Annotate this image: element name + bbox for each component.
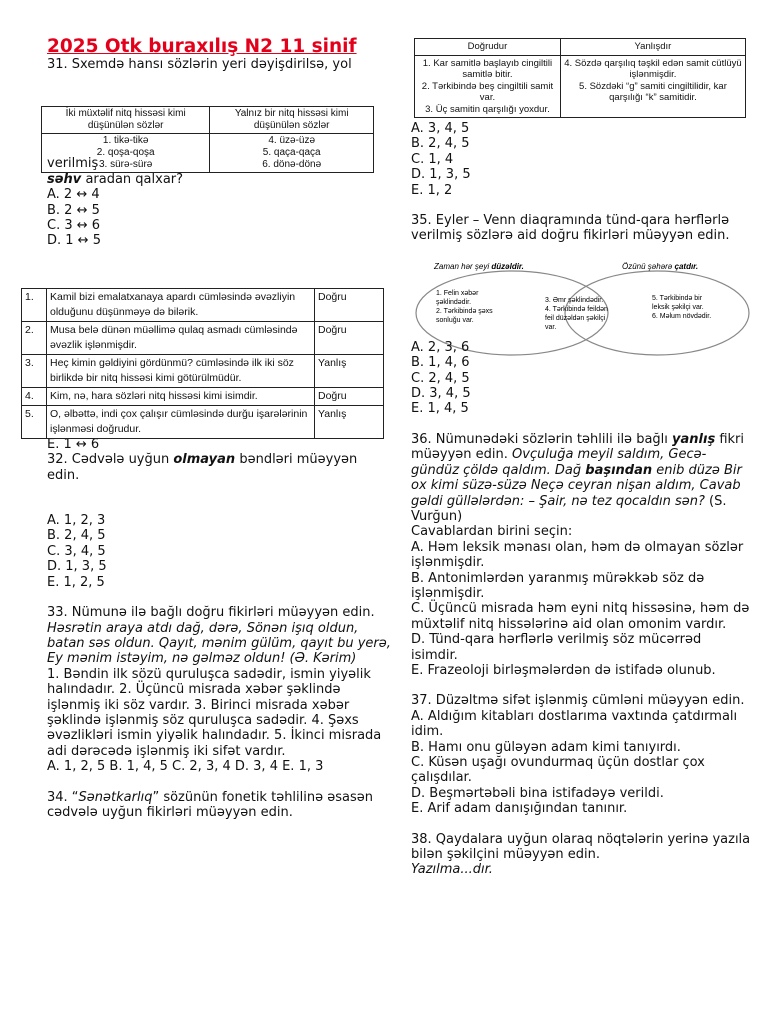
table-cell: 1. Kar samitlə başlayıb cingiltili samitlə bitir. 2. Tərkibində beş cingiltili samit var. 3. Üç samitin qarşılığı yoxdur. [415,55,561,118]
table-cell: 4. Sözdə qarşılıq təşkil edən samit cütlüyü işlənmişdir. 5. Sözdəki “g” samiti cingiltilidir, kar qarşılığı “k” samitidir. [560,55,745,118]
q36-option[interactable]: E. Frazeoloji birləşmələrdən də istifadə olunub. [411,662,716,678]
q34-option[interactable]: D. 1, 3, 5 [411,167,471,183]
q33-text: 33. Nümunə ilə bağlı doğru fikirləri müəyyən edin. [47,605,375,621]
venn-caption-left: Zaman hər şeyi düzəldir. [434,262,524,271]
q36-option[interactable]: D. Tünd-qara hərflərlə verilmiş söz mücərrəd isimdir. [411,632,702,663]
q32-option[interactable]: C. 3, 4, 5 [47,543,106,559]
q33-poem: Həsrətin araya atdı dağ, dərə, Sönən işıq oldun, batan səs oldun. Qayıt, mənim gülüm, qayıt bu yerə, Ey mənim istəyim, nə gəlməz oldun! (Ə. Kərim) [47,620,391,667]
table-row: 2. Musa belə dünən müəllimə qulaq asmadı cümləsində əvəzlik işlənmişdir. Doğru [22,322,384,355]
q34-option[interactable]: E. 1, 2 [411,182,453,198]
q31-option[interactable]: C. 3 ↔ 6 [47,218,101,234]
table-cell: 1. tikə-tikə 2. qoşa-qoşa 3. sürə-sürə [42,134,210,173]
q37-option[interactable]: D. Beşmərtəbəli bina istifadəyə verildi. [411,785,664,801]
svg-text:feil düzəldən şəkilçi: feil düzəldən şəkilçi [545,315,606,322]
q37-option[interactable]: C. Küsən uşağı ovundurmaq üçün dostlar çox çalışdılar. [411,755,705,786]
q36-text: 36. Nümunədəki sözlərin təhlili ilə bağlı yanlış fikri müəyyən edin. Ovçuluğa meyil saldım, Gecə-gündüz çöldə qaldım. Dağ başından enib düzə Bir ox kimi süzə-süzə Neçə ceyran nişan aldım, Cavab gəldi güllələrdən: – Şair, nə tez qocaldın sən? (S. Vurğun) [411,431,745,524]
venn-caption-right: Özünü şəhərə çatdır. [622,262,699,271]
svg-text:var.: var. [545,324,557,331]
q35-option[interactable]: B. 1, 4, 6 [411,355,470,371]
svg-text:şəklindədir.: şəklindədir. [436,299,472,306]
q36-option[interactable]: A. Həm leksik mənası olan, həm də olmayan sözlər işlənmişdir. [411,539,744,571]
svg-text:5. Tərkibində bir: 5. Tərkibində bir [652,295,703,302]
q35-option[interactable]: A. 2, 3, 6 [411,339,470,355]
q31-option[interactable]: B. 2 ↔ 5 [47,202,100,218]
q31-table [41,106,374,173]
svg-text:4. Tərkibində feildən: 4. Tərkibində feildən [545,306,608,313]
q32-table [21,288,384,439]
q32-option[interactable]: D. 1, 3, 5 [47,559,107,575]
q32-option[interactable]: A. 1, 2, 3 [47,513,106,529]
svg-text:6. Məlum növdədir.: 6. Məlum növdədir. [652,313,712,320]
table-header: Yanlışdır [560,39,745,56]
q37-text: 37. Düzəltmə sifət işlənmiş cümləni müəyyən edin. [411,693,745,709]
table-header: İki müxtəlif nitq hissəsi kimi düşünülən sözlər [42,107,210,134]
q37-option[interactable]: A. Aldığım kitabları dostlarıma vaxtında çatdırmalı idim. [411,708,738,740]
q31-option[interactable]: E. 1 ↔ 6 [47,436,100,452]
q33-options[interactable]: A. 1, 2, 5 B. 1, 4, 5 C. 2, 3, 4 D. 3, 4 E. 1, 3 [47,759,324,775]
svg-text:sonluğu var.: sonluğu var. [436,317,474,324]
table-header: Doğrudur [415,39,561,56]
q34-option[interactable]: C. 1, 4 [411,151,454,167]
table-row: 1. Kamil bizi emalatxanaya apardı cümləsində əvəzliyin olduğunu düşünməyə də bilərik. Doğru [22,289,384,322]
q34-text: 34. “Sənətkarlıq” sözünün fonetik təhlilinə əsasən cədvələ uyğun fikirləri müəyyən edin. [47,789,373,820]
q34-option[interactable]: A. 3, 4, 5 [411,121,470,136]
right-column [411,36,751,878]
q35-option[interactable]: E. 1, 4, 5 [411,401,469,417]
table-header: Yalnız bir nitq hissəsi kimi düşünülən sözlər [210,107,374,134]
q35-option[interactable]: D. 3, 4, 5 [411,386,471,402]
q34-option[interactable]: B. 2, 4, 5 [411,136,470,152]
table-row: 4. Kim, nə, hara sözləri nitq hissəsi kimi isimdir. Doğru [22,388,384,406]
q37-option[interactable]: B. Hamı onu güləyən adam kimi tanıyırdı. [411,739,681,755]
svg-text:2. Tərkibində şəxs: 2. Tərkibində şəxs [436,308,493,315]
q32-text: 32. Cədvələ uyğun olmayan bəndləri müəyyən edin. [47,452,358,483]
q36-option[interactable]: C. Üçüncü misrada həm eyni nitq hissəsinə, həm də müxtəlif nitq hissələrinə aid olan omonim vardır. [411,601,750,632]
q37-option[interactable]: E. Arif adam danışığından tanınır. [411,801,628,817]
q31-after: verilmiş səhv aradan qalxar? [47,156,184,187]
q36-prompt: Cavablardan birini seçin: [411,524,573,540]
svg-text:3. Əmr şəklindədir.: 3. Əmr şəklindədir. [545,297,604,304]
q35-option[interactable]: C. 2, 4, 5 [411,370,470,386]
q36-option[interactable]: B. Antonimlərdən yaranmış mürəkkəb söz də işlənmişdir. [411,570,705,601]
q31-option[interactable]: D. 1 ↔ 5 [47,233,101,249]
svg-text:1. Felin xəbər: 1. Felin xəbər [436,290,479,297]
table-cell: 4. üzə-üzə 5. qaça-qaça 6. dönə-dönə [210,134,374,173]
q31-option[interactable]: A. 2 ↔ 4 [47,187,100,203]
q32-option[interactable]: E. 1, 2, 5 [47,574,105,590]
page-title: 2025 Otk buraxılış N2 11 sinif [47,36,357,57]
q31-text: 31. Sxemdə hansı sözlərin yeri dəyişdirilsə, yol [47,57,352,72]
q32-option[interactable]: B. 2, 4, 5 [47,528,106,544]
table-row: 3. Heç kimin gəldiyini gördünmü? cümləsində ilk iki söz birlikdə bir nitq hissəsi kimi götürülmüdür. Yanlış [22,355,384,388]
q38-text: 38. Qaydalara uyğun olaraq nöqtələrin yerinə yazıla bilən şəkilçini müəyyən edin. [411,831,751,863]
svg-text:leksik şəkilçi var.: leksik şəkilçi var. [652,304,704,311]
q33-statements: 1. Bəndin ilk sözü quruluşca sadədir, ismin yiyəlik halındadır. 2. Üçüncü misrada xəbər şəklində işlənmiş iki söz vardır. 3. Birinci misrada xəbər şəklində işlənmiş söz quruluşca sadədir. 4. Şəxs əvəzlikləri ismin yiyəlik halındadır. 5. İkinci misrada adi dərəcədə işlənmiş iki sifət vardır. [47,666,382,759]
q35-text: 35. Eyler – Venn diaqramında tünd-qara hərflərlə verilmiş sözlərə aid doğru fikirləri müəyyən edin. [411,213,730,244]
table-row: 5. O, əlbəttə, indi çox çalışır cümləsində durğu işarələrinin işlənməsi doğrudur. Yanlış [22,406,384,439]
q38-example: Yazılma...dır. [411,862,493,878]
